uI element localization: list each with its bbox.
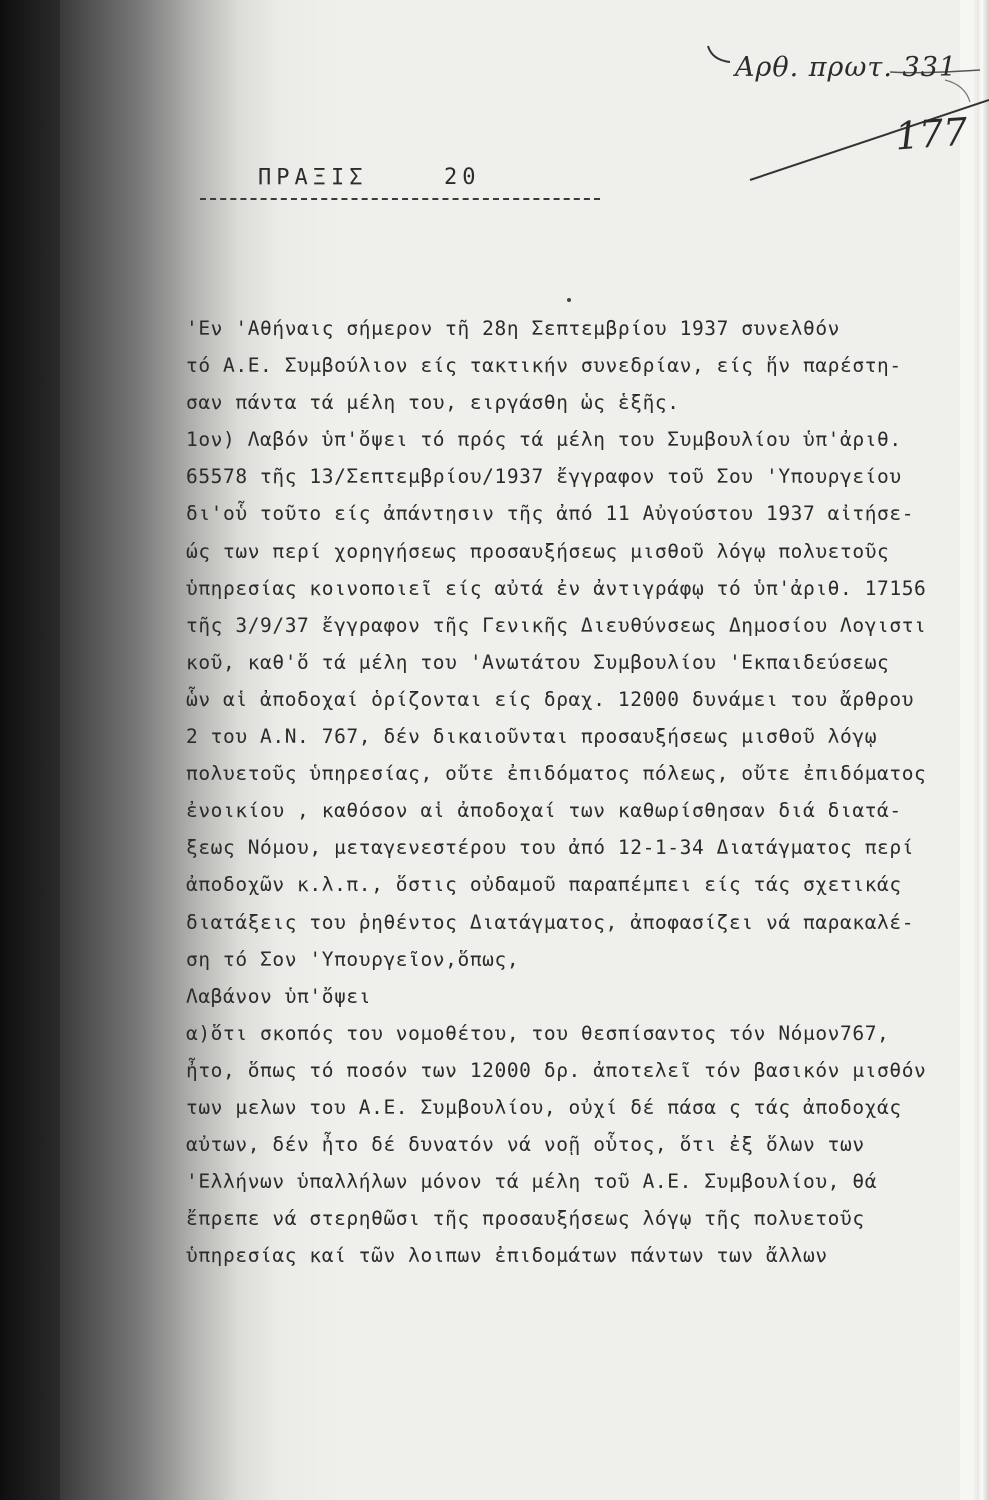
text-line: 'Ελλήνων ὑπαλλήλων μόνον τά μέλη τοῦ Α.Ε. Συμβουλίου, θά [186,1170,878,1194]
text-line: Λαβάνον ὑπ'ὄψει [186,984,372,1008]
text-line: πολυετοῦς ὑπηρεσίας, οὔτε ἐπιδόματος πόλεως, οὔτε ἐπιδόματος [186,762,927,786]
text-line: α)ὅτι σκοπός του νομοθέτου, του θεσπίσαντος τόν Νόμον767, [186,1021,890,1045]
text-line: δι'οὗ τοῦτο είς ἀπάντησιν τῆς ἀπό 11 Αὐγούστου 1937 αἰτήσε- [186,502,915,526]
text-line: τῆς 3/9/37 ἔγγραφον τῆς Γενικῆς Διευθύνσεως Δημοσίου Λογιστι [186,613,927,637]
archive-protocol-note: Αρθ. πρωτ. 331 [735,52,958,83]
text-line: 2 του Α.Ν. 767, δέν δικαιοῦνται προσαυξήσεως μισθοῦ λόγῳ [186,725,878,749]
text-line: των μελων του Α.Ε. Συμβουλίου, οὐχί δέ πάσα ς τάς ἀποδοχάς [186,1095,902,1119]
text-line: ἦτο, ὅπως τό ποσόν των 12000 δρ. ἀποτελεῖ τόν βασικόν μισθόν [186,1058,927,1082]
ink-dot [567,298,571,302]
text-line: ση τό Σον 'Υπουργεῖον,ὅπως, [186,947,520,971]
text-line: ξεως Νόμου, μεταγενεστέρου του ἀπό 12-1-34 Διατάγματος περί [186,836,915,860]
text-line: ἔπρεπε νά στερηθῶσι τῆς προσαυξήσεως λόγῳ τῆς πολυετοῦς [186,1207,865,1231]
text-line: ἐνοικίου , καθόσον αἱ ἀποδοχαί των καθωρίσθησαν διά διατά- [186,799,902,823]
text-line: ἀποδοχῶν κ.λ.π., ὅστις οὐδαμοῦ παραπέμπει είς τάς σχετικάς [186,873,902,897]
binding-shadow [0,0,60,1500]
title-word: ΠΡΑΞΙΣ [258,165,368,190]
text-line: ὑπηρεσίας κοινοποιεῖ είς αὐτά ἐν ἀντιγράφῳ τό ὑπ'ἀριθ. 17156 [186,576,927,600]
text-line: 'Εν 'Αθήναις σήμερον τῆ 28η Σεπτεμβρίου 1937 συνελθόν [186,317,841,340]
text-line: τό Α.Ε. Συμβούλιον είς τακτικήν συνεδρίαν, είς ἥν παρέστη- [186,354,902,378]
page-edge [977,0,989,1500]
text-line: ώς των περί χορηγήσεως προσαυξήσεως μισθοῦ λόγῳ πολυετοῦς [186,539,890,563]
document-title [258,165,480,190]
text-line: ὧν αἱ ἀποδοχαί ὁρίζονται είς δραχ. 12000 δυνάμει του ἄρθρου [186,687,915,711]
act-number: 20 [443,165,481,190]
text-line: κοῦ, καθ'ὅ τά μέλη του 'Ανωτάτου Συμβουλίου 'Εκπαιδεύσεως [186,650,890,674]
title-underline [200,198,600,200]
text-line: σαν πάντα τά μέλη του, ειργάσθη ὡς ἑξῆς. [186,391,680,415]
page-number: 177 [893,109,969,159]
text-line: 65578 τῆς 13/Σεπτεμβρίου/1937 ἔγγραφον τοῦ Σου 'Υπουργείου [186,465,902,489]
text-line: ὑπηρεσίας καί τῶν λοιπων ἐπιδομάτων πάντων των ἄλλων [186,1244,828,1268]
text-line: διατάξεις του ῥηθέντος Διατάγματος, ἀποφασίζει νά παρακαλέ- [186,910,915,934]
typed-body [186,310,966,1274]
text-line: 1ον) Λαβόν ὑπ'ὄψει τό πρός τά μέλη του Συμβουλίου ὑπ'ἀριθ. [186,428,902,452]
text-line: αὐτων, δέν ἦτο δέ δυνατόν νά νοῇ οὗτος, ὅτι ἐξ ὅλων των [186,1133,865,1157]
